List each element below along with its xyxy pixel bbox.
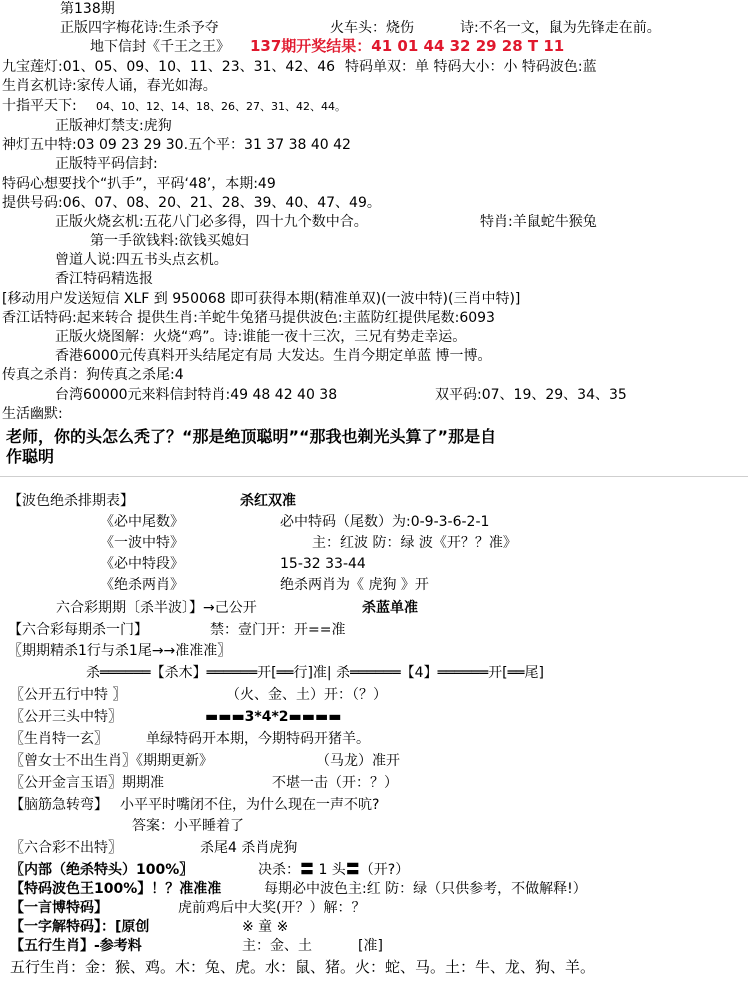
taoist-says: 曾道人说:四五书头点玄机。 xyxy=(55,252,228,268)
ten-fingers-numbers: 04、10、12、14、18、26、27、31、42、44。 xyxy=(96,100,346,113)
ten-fingers-label: 十指平天下: xyxy=(2,98,77,114)
kill-two-value: 绝杀两肖为《 虎狗 》开 xyxy=(280,577,429,593)
hongkong-fax: 香港6000元传真料开头结尾定有局 大发达。生肖今期定单蓝 博一博。 xyxy=(55,348,492,364)
no-special-label: 〖六合彩不出特〗 xyxy=(10,840,122,856)
lamp-five-special: 神灯五中特:03 09 23 29 30.五个平：31 37 38 40 42 xyxy=(2,137,351,153)
plum-poem: 正版四字梅花诗:生杀予夺 xyxy=(60,20,219,36)
wave-king-label: 【特码波色王100%】！？准准准 xyxy=(10,881,222,897)
kill-element-tail: 〖期期精杀1行与杀1尾→→准准准〗 xyxy=(8,643,232,659)
kill-red-double: 杀红双准 xyxy=(240,493,296,509)
golden-words-label: 〖公开金言玉语〗期期准 xyxy=(10,775,164,791)
ms-zeng-label: 〖曾女士不出生肖〗《期期更新》 xyxy=(10,753,213,769)
brain-teaser-answer: 答案：小平睡着了 xyxy=(132,818,244,834)
inner-kill-value: 决杀：〓 1 头〓（开?） xyxy=(258,862,410,878)
poem-line: 诗:不名一文，鼠为先锋走在前。 xyxy=(460,20,661,36)
first-hand-material: 第一手欲钱料:欲钱买媳妇 xyxy=(90,233,249,249)
special-zodiac: 特肖:羊鼠蛇牛猴兔 xyxy=(480,214,597,230)
inner-kill-label: 〖内部（绝杀特头）100%〗 xyxy=(10,862,194,878)
zodiac-mystery-label: 〖生肖特一玄〗 xyxy=(10,731,108,747)
kill-two-label: 《绝杀两肖》 xyxy=(100,577,184,593)
half-wave-label: 六合彩期期〔杀半波〕】→己公开 xyxy=(56,600,257,616)
one-wave-label: 《一波中特》 xyxy=(100,535,184,551)
five-elements-value: （火、金、土）开：（？） xyxy=(226,687,387,703)
kill-wood-line: 杀══════【杀木】══════开[══行]准| 杀══════【4】══════开[══尾] xyxy=(86,665,544,681)
five-zodiac-main: 主：金、土 xyxy=(242,938,312,954)
xiangjiang-selection: 香江特码精选报 xyxy=(55,271,153,287)
xiangjiang-words: 香江话特码:起来转合 提供生肖:羊蛇牛兔猪马提供波色:主蓝防红提供尾数:6093 xyxy=(2,310,495,326)
kill-blue-single: 杀蓝单准 xyxy=(362,600,418,616)
joke-line-1: 老师，你的头怎么秃了？“那是绝顶聪明”“那我也剃光头算了”那是自 xyxy=(6,427,497,446)
must-tail-label: 《必中尾数》 xyxy=(100,514,184,530)
one-word-label: 【一言博特码】 xyxy=(10,900,108,916)
joke-line-2: 作聪明 xyxy=(6,447,55,466)
one-word-value: 虎前鸡后中大奖(开？）解：？ xyxy=(178,900,366,916)
flat-code-envelope: 正版特平码信封: xyxy=(55,156,158,172)
no-special-value: 杀尾4 杀肖虎狗 xyxy=(200,840,298,856)
brain-teaser-label: 【脑筋急转弯】 xyxy=(10,797,108,813)
provided-numbers: 提供号码:06、07、08、20、21、28、39、40、47、49。 xyxy=(2,195,381,211)
humor-label: 生活幽默: xyxy=(2,406,63,422)
fire-mystery: 正版火烧玄机:五花八门必多得，四十九个数中合。 xyxy=(55,214,368,230)
five-elements-zodiac-list: 五行生肖：金：猴、鸡。木：兔、虎。水：鼠、猪。火：蛇、马。土：牛、龙、狗、羊。 xyxy=(10,958,596,976)
five-zodiac-label: 【五行生肖】-参考料 xyxy=(10,938,142,954)
one-char-value: ※ 童 ※ xyxy=(242,919,289,935)
zodiac-mystery-value: 单绿特码开本期，今期特码开猪羊。 xyxy=(146,731,370,747)
section-divider xyxy=(0,476,748,477)
fire-diagram: 正版火烧图解：火烧“鸡”。诗:谁能一夜十三次，三兄有势走幸运。 xyxy=(55,329,467,345)
one-char-label: 【一字解特码】：[原创 xyxy=(10,919,150,935)
brain-teaser-question: 小平平时嘴闭不住，为什么现在一声不吭? xyxy=(120,797,380,813)
fax-kill: 传真之杀肖：狗传真之杀尾:4 xyxy=(2,367,184,383)
lotus-lamp: 九宝莲灯:01、05、09、10、11、23、31、42、46 xyxy=(2,59,336,75)
kill-one-gate-value: 禁：壹门开：开==准 xyxy=(210,622,346,638)
ms-zeng-value: （马龙）准开 xyxy=(316,753,400,769)
lamp-forbidden: 正版神灯禁支:虎狗 xyxy=(55,118,172,134)
taiwan-envelope: 台湾60000元来料信封特肖:49 48 42 40 38 xyxy=(55,387,338,403)
five-elements-label: 〖公开五行中特 〗 xyxy=(10,687,127,703)
pickpocket-line: 特码心想要找个“扒手”，平码‘48’，本期:49 xyxy=(2,176,276,192)
kill-one-gate-label: 【六合彩每期杀一门】 xyxy=(8,622,148,638)
wave-king-value: 每期必中波色主:红 防：绿（只供参考，不做解释!） xyxy=(264,881,587,897)
train-head: 火车头：烧伤 xyxy=(330,20,414,36)
three-heads-value: ▬▬▬3*4*2▬▬▬▬ xyxy=(205,709,342,725)
special-segment-value: 15-32 33-44 xyxy=(280,556,366,572)
sms-notice: [移动用户发送短信 XLF 到 950068 即可获得本期(精准单双)(一波中特)(三肖中特)] xyxy=(2,291,521,307)
five-zodiac-accurate: [准] xyxy=(358,938,383,954)
golden-words-value: 不堪一击（开：？） xyxy=(272,775,398,791)
draw-result: 137期开奖结果：41 01 44 32 29 28 T 11 xyxy=(250,37,565,55)
must-tail-value: 必中特码（尾数）为:0-9-3-6-2-1 xyxy=(280,514,490,530)
special-code-info: 特码单双：单 特码大小：小 特码波色:蓝 xyxy=(345,59,597,75)
color-kill-table: 【波色绝杀排期表】 xyxy=(8,493,134,509)
underground-envelope: 地下信封《千王之王》 xyxy=(90,39,230,55)
one-wave-value: 主：红波 防：绿 波《开？？准》 xyxy=(312,535,517,551)
three-heads-label: 〖公开三头中特〗 xyxy=(10,709,122,725)
double-flat-codes: 双平码:07、19、29、34、35 xyxy=(435,387,627,403)
special-segment-label: 《必中特段》 xyxy=(100,556,184,572)
issue-number: 第138期 xyxy=(60,1,115,17)
zodiac-poem: 生肖玄机诗:家传人诵，春光如海。 xyxy=(2,78,217,94)
